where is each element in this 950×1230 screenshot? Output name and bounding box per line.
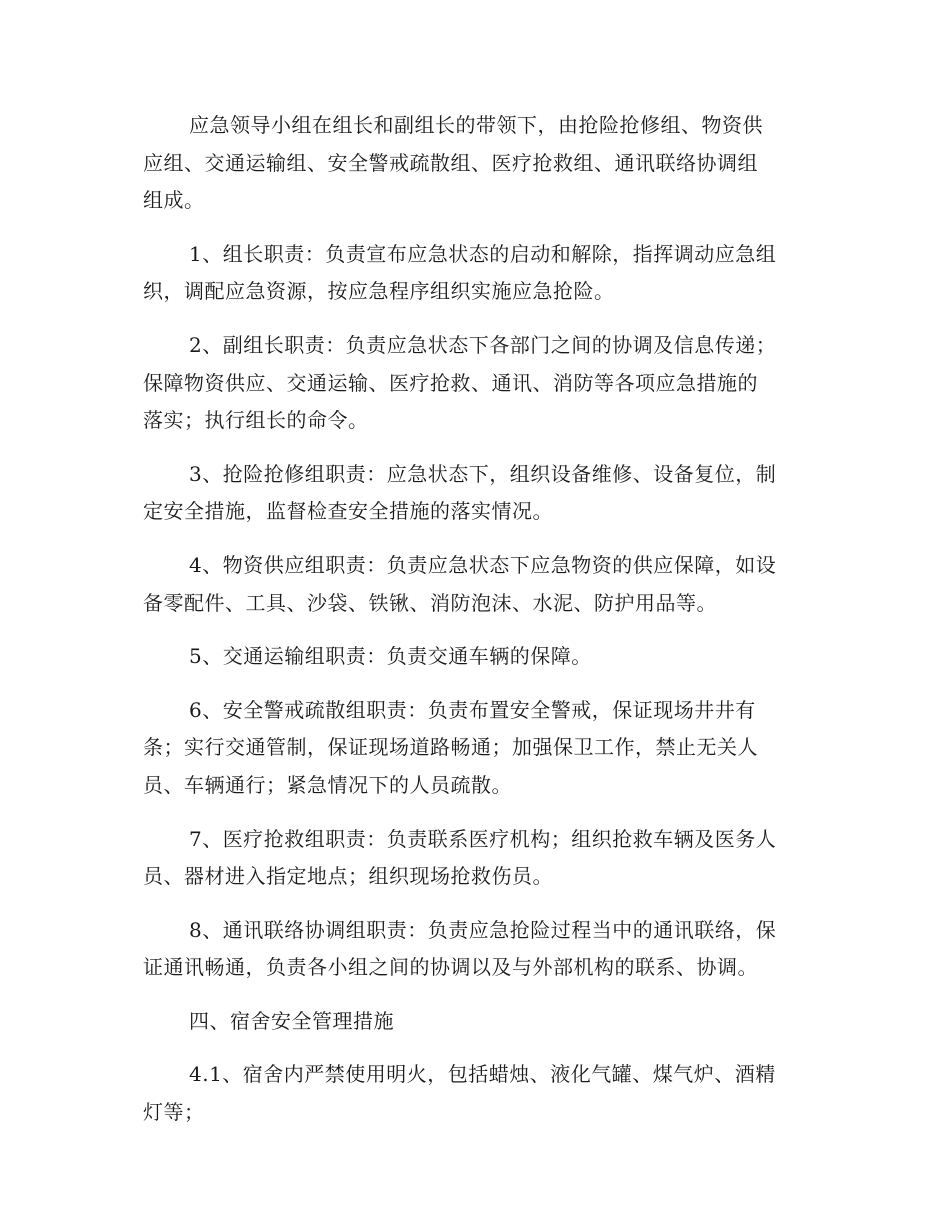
paragraph-line: 组成。	[143, 188, 205, 213]
paragraph-dormitory-rule-4-1	[143, 1056, 813, 1131]
paragraph-supply-duties	[143, 547, 813, 622]
paragraph-deputy-leader-duties	[143, 327, 813, 440]
document-page	[143, 107, 813, 1148]
paragraph-line: 织，调配应急资源，按应急程序组织实施应急抢险。	[143, 279, 615, 304]
paragraph-line: 应组、交通运输组、安全警戒疏散组、医疗抢救组、通讯联络协调组	[143, 150, 758, 175]
paragraph-line: 4.1、宿舍内严禁使用明火，包括蜡烛、液化气罐、煤气炉、酒精	[189, 1062, 776, 1087]
paragraph-line: 落实；执行组长的命令。	[143, 408, 369, 433]
paragraph-line: 3、抢险抢修组职责：应急状态下，组织设备维修、设备复位，制	[189, 461, 777, 486]
paragraph-line: 条；实行交通管制，保证现场道路畅通；加强保卫工作，禁止无关人	[143, 735, 758, 760]
paragraph-line: 证通讯畅通，负责各小组之间的协调以及与外部机构的联系、协调。	[143, 955, 758, 980]
paragraph-line: 灯等；	[143, 1100, 205, 1125]
paragraph-line: 定安全措施，监督检查安全措施的落实情况。	[143, 499, 553, 524]
paragraph-line: 应急领导小组在组长和副组长的带领下，由抢险抢修组、物资供	[189, 113, 763, 137]
paragraph-security-evacuation-duties	[143, 692, 813, 805]
paragraph-communication-duties	[143, 912, 813, 987]
paragraph-line: 7、医疗抢救组职责：负责联系医疗机构；组织抢救车辆及医务人	[189, 826, 777, 851]
section-heading-dormitory-safety	[143, 1003, 813, 1041]
paragraph-line: 8、通讯联络协调组职责：负责应急抢险过程当中的通讯联络，保	[189, 917, 777, 942]
paragraph-line: 员、器材进入指定地点；组织现场抢救伤员。	[143, 864, 553, 889]
section-heading: 四、宿舍安全管理措施	[189, 1008, 394, 1033]
paragraph-line: 6、安全警戒疏散组职责：负责布置安全警戒，保证现场井井有	[189, 697, 756, 722]
paragraph-line: 备零配件、工具、沙袋、铁锹、消防泡沫、水泥、防护用品等。	[143, 590, 717, 615]
paragraph-line: 5、交通运输组职责：负责交通车辆的保障。	[189, 644, 592, 669]
paragraph-line: 保障物资供应、交通运输、医疗抢救、通讯、消防等各项应急措施的	[143, 370, 758, 395]
paragraph-leadership-group	[143, 107, 813, 220]
paragraph-rescue-repair-duties	[143, 456, 813, 531]
paragraph-transport-duties	[143, 638, 813, 676]
paragraph-line: 4、物资供应组职责：负责应急状态下应急物资的供应保障，如设	[189, 552, 777, 577]
paragraph-line: 员、车辆通行；紧急情况下的人员疏散。	[143, 772, 512, 797]
paragraph-medical-rescue-duties	[143, 821, 813, 896]
paragraph-group-leader-duties	[143, 236, 813, 311]
paragraph-line: 2、副组长职责：负责应急状态下各部门之间的协调及信息传递；	[189, 332, 777, 357]
paragraph-line: 1、组长职责：负责宣布应急状态的启动和解除，指挥调动应急组	[189, 241, 777, 266]
